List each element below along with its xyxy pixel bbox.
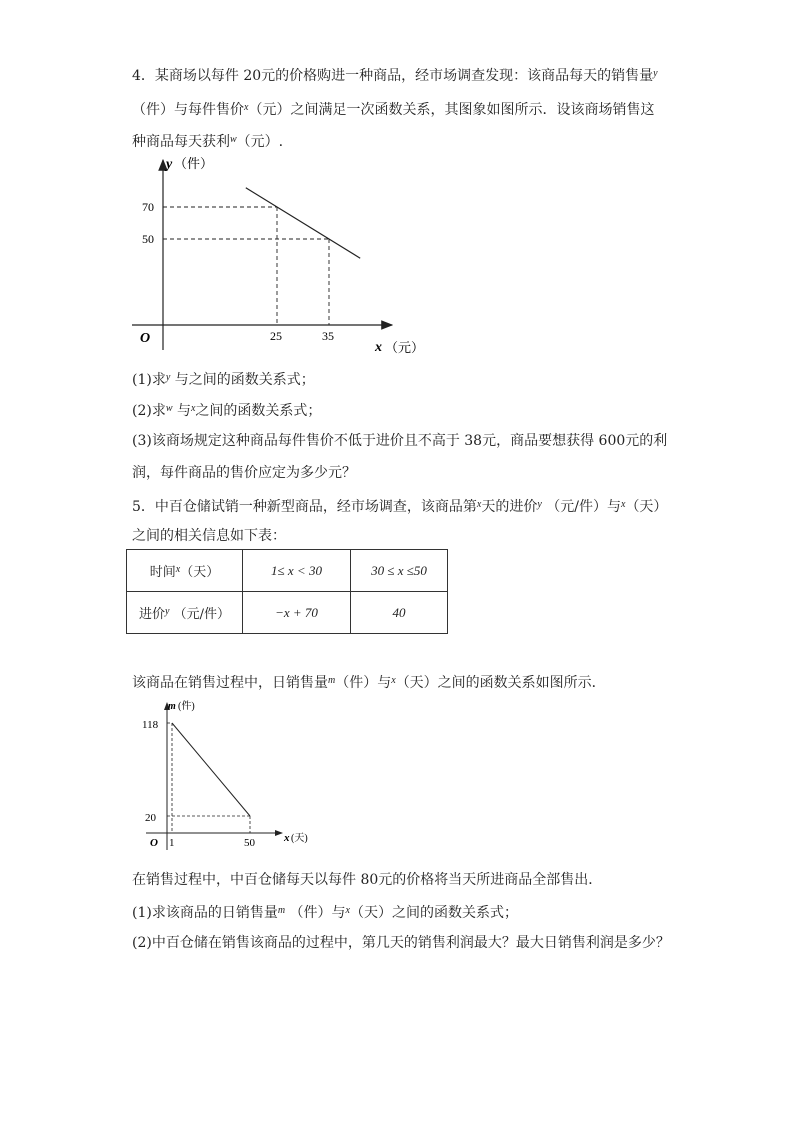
- q4-line1: 4．某商场以每件 20元的价格购进一种商品，经市场调查发现：该商品每天的销售量$^y$: [132, 68, 658, 84]
- q4-sub2: (2)求$^w$ 与$^x$之间的函数关系式；: [132, 403, 322, 419]
- q5-line2: 之间的相关信息如下表：: [132, 528, 286, 544]
- table-cell-range1: 1≤ x < 30: [243, 550, 351, 592]
- q5-line4: 在销售过程中，中百仓储每天以每件 80元的价格将当天所进商品全部售出．: [132, 872, 603, 888]
- table-cell-price2: 40: [351, 592, 448, 634]
- q4-sub3-line1: (3)该商场规定这种商品每件售价不低于进价且不高于 38元，商品要想获得 600元的利: [132, 433, 668, 449]
- q4-origin: O: [140, 331, 151, 346]
- q5-ytick-20: 20: [145, 812, 156, 824]
- q5-ylabel-unit: (件): [178, 701, 195, 712]
- q5-line1: 5．中百仓储试销一种新型商品，经市场调查，该商品第$^x$天的进价$^y$ （元/件）与$^x$（天）: [132, 499, 668, 515]
- q4-data-line: [246, 188, 360, 258]
- table-cell-range2: 30 ≤ x ≤50: [351, 550, 448, 592]
- q5-sub2: (2)中百仓储在销售该商品的过程中，第几天的销售利润最大？最大日销售利润是多少？: [132, 935, 670, 951]
- table-cell-price1: −x + 70: [243, 592, 351, 634]
- q4-var-y: y: [653, 68, 658, 79]
- table-row: [127, 550, 448, 592]
- q5-origin: O: [150, 837, 158, 849]
- q5-xlabel-var: x: [284, 832, 290, 844]
- q4-sub1: (1)求$^y$ 与之间的函数关系式；: [132, 372, 315, 388]
- table-row: [127, 592, 448, 634]
- q5-info-table: [126, 549, 448, 634]
- q5-xtick-1: 1: [169, 837, 175, 849]
- q5-data-line: [172, 723, 250, 816]
- q4-ytick-70: 70: [142, 200, 154, 214]
- q5-sub1: (1)求该商品的日销售量$^m$ （件）与$^x$（天）之间的函数关系式；: [132, 905, 518, 921]
- q4-xtick-25: 25: [270, 329, 282, 343]
- q5-chart: [140, 695, 320, 855]
- q5-ylabel-var: m: [168, 701, 176, 712]
- q4-ylabel-unit: （件）: [174, 156, 214, 171]
- q5-xlabel-unit: (天): [291, 833, 308, 844]
- table-cell-price-label: 进价$^y$ （元/件）: [127, 592, 243, 634]
- q4-xtick-35: 35: [322, 329, 334, 343]
- q5-line3: 该商品在销售过程中，日销售量$^m$（件）与$^x$（天）之间的函数关系如图所示．: [132, 675, 606, 691]
- q4-chart: [130, 150, 425, 360]
- q4-sub3-line2: 润，每件商品的售价应定为多少元？: [132, 465, 356, 481]
- q4-ylabel-var: y: [166, 157, 173, 172]
- table-cell-time-label: 时间$^x$（天）: [127, 550, 243, 592]
- q4-ytick-50: 50: [142, 232, 154, 246]
- q4-line2: （件）与每件售价$^x$（元）之间满足一次函数关系，其图象如图所示．设该商场销售这: [132, 102, 655, 118]
- q4-xlabel-unit: （元）: [385, 340, 425, 355]
- q5-ytick-118: 118: [142, 719, 159, 731]
- q5-xtick-50: 50: [244, 837, 255, 849]
- q4-line3: 种商品每天获利$^w$（元）.: [132, 134, 284, 150]
- q4-xlabel-var: x: [375, 340, 382, 355]
